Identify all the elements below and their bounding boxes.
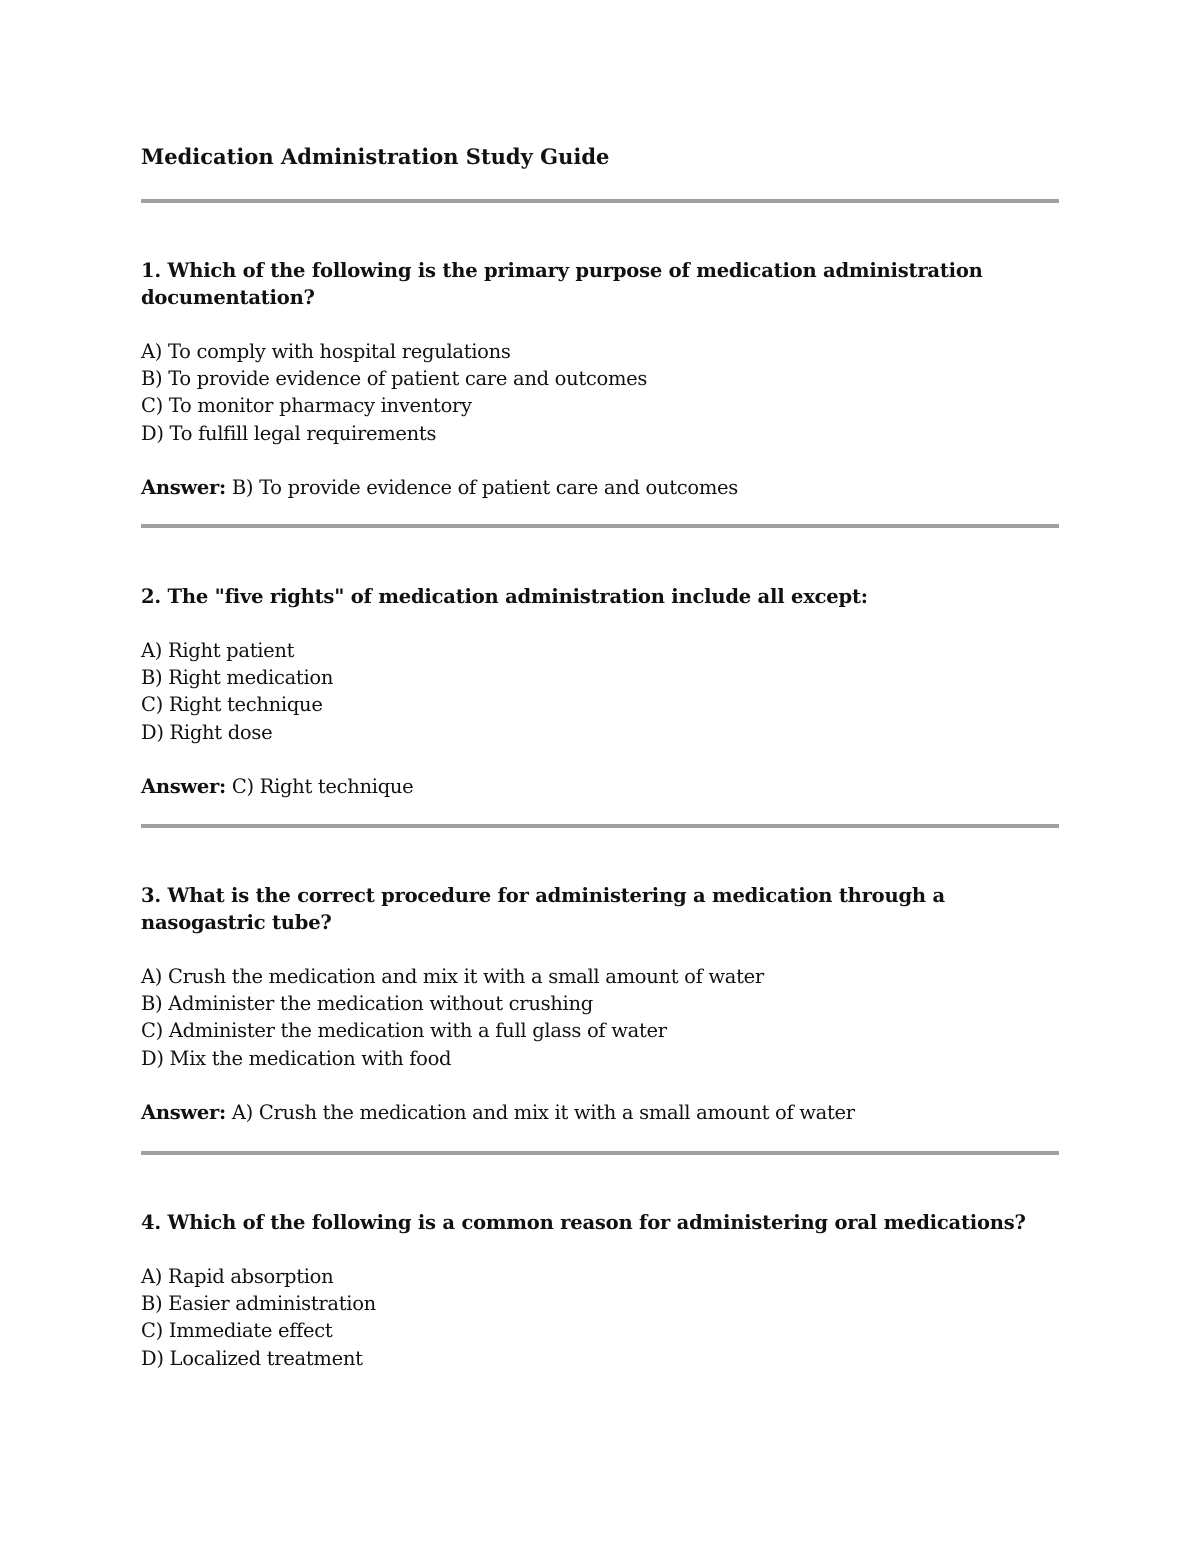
answer-value: B) To provide evidence of patient care and outcomes	[231, 475, 738, 499]
option-a: A) Right patient	[141, 639, 295, 662]
option-a: A) Crush the medication and mix it with a small amount of water	[141, 965, 764, 988]
question-text: 1. Which of the following is the primary purpose of medication administration documentation?	[141, 259, 983, 309]
answer-line	[141, 773, 1059, 800]
answer-value: A) Crush the medication and mix it with a small amount of water	[231, 1100, 855, 1124]
option-c: C) Right technique	[141, 693, 323, 717]
question-text: 3. What is the correct procedure for administering a medication through a nasogastric tube?	[141, 884, 945, 934]
option-d: D) Localized treatment	[141, 1346, 363, 1370]
answer-label: Answer:	[141, 475, 226, 499]
option-c: C) To monitor pharmacy inventory	[141, 394, 472, 418]
option-list	[141, 637, 1059, 746]
option-d: D) Mix the medication with food	[141, 1046, 452, 1070]
divider	[141, 199, 1059, 203]
answer-line	[141, 474, 1059, 501]
divider	[141, 824, 1059, 828]
question-text: 2. The "five rights" of medication administration include all except:	[141, 585, 868, 608]
option-b: B) To provide evidence of patient care and outcomes	[141, 367, 648, 391]
option-d: D) Right dose	[141, 720, 273, 744]
option-a: A) To comply with hospital regulations	[141, 340, 511, 363]
question-1	[141, 257, 1059, 501]
option-b: B) Right medication	[141, 666, 334, 690]
question-3	[141, 882, 1059, 1126]
option-d: D) To fulfill legal requirements	[141, 421, 437, 445]
option-b: B) Easier administration	[141, 1292, 376, 1316]
option-list	[141, 963, 1059, 1072]
question-4	[141, 1209, 1059, 1372]
option-c: C) Administer the medication with a full glass of water	[141, 1019, 667, 1043]
option-a: A) Rapid absorption	[141, 1265, 334, 1288]
document-title: Medication Administration Study Guide	[141, 144, 610, 169]
answer-label: Answer:	[141, 1100, 226, 1124]
question-text: 4. Which of the following is a common reason for administering oral medications?	[141, 1211, 1026, 1234]
option-b: B) Administer the medication without crushing	[141, 992, 593, 1016]
answer-label: Answer:	[141, 774, 226, 798]
answer-value: C) Right technique	[231, 774, 414, 798]
option-list	[141, 338, 1059, 447]
option-list	[141, 1263, 1059, 1372]
divider	[141, 524, 1059, 528]
option-c: C) Immediate effect	[141, 1319, 333, 1343]
answer-line	[141, 1099, 1059, 1126]
question-2	[141, 583, 1059, 800]
divider	[141, 1151, 1059, 1155]
